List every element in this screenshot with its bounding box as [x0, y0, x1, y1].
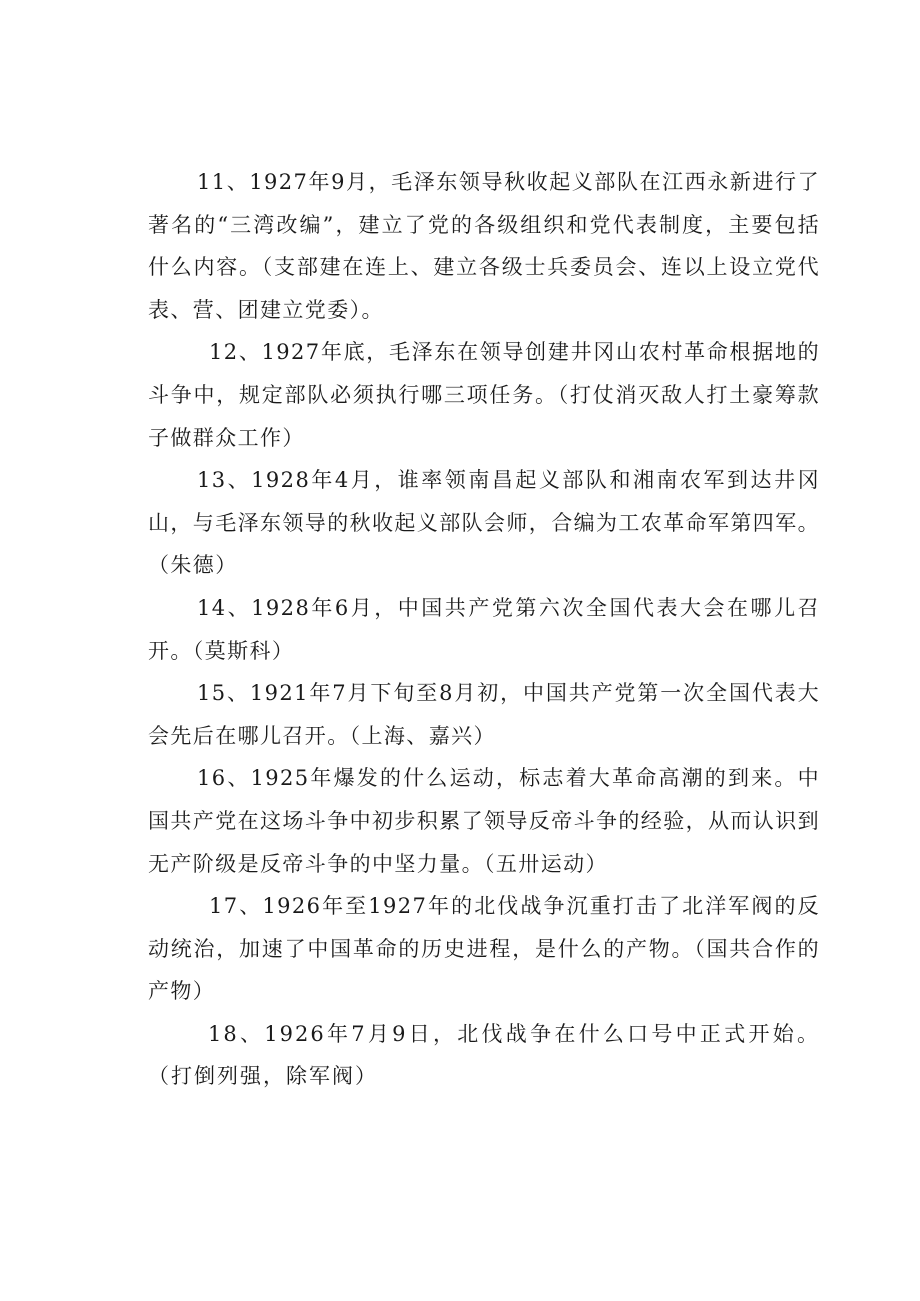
question-16: 16、1925年爆发的什么运动，标志着大革命高潮的到来。中国共产党在这场斗争中初步积累了领导反帝斗争的经验，从而认识到无产阶级是反帝斗争的中坚力量。（五卅运动） [148, 766, 820, 876]
question-14: 14、1928年6月，中国共产党第六次全国代表大会在哪儿召开。（莫斯科） [148, 595, 820, 663]
question-12: 12、1927年底，毛泽东在领导创建井冈山农村革命根据地的斗争中，规定部队必须执行哪三项任务。（打仗消灭敌人打土豪筹款子做群众工作） [148, 340, 820, 450]
question-18: 18、1926年7月9日，北伐战争在什么口号中正式开始。（打倒列强，除军阀） [148, 1021, 820, 1089]
document-body [148, 161, 820, 1098]
question-11: 11、1927年9月，毛泽东领导秋收起义部队在江西永新进行了著名的“三湾改编”，建立了党的各级组织和党代表制度，主要包括什么内容。（支部建在连上、建立各级士兵委员会、连以上设立党代表、营、团建立党委）。 [148, 170, 820, 322]
question-15: 15、1921年7月下旬至8月初，中国共产党第一次全国代表大会先后在哪儿召开。（上海、嘉兴） [148, 681, 820, 748]
question-17: 17、1926年至1927年的北伐战争沉重打击了北洋军阀的反动统治，加速了中国革命的历史进程，是什么的产物。（国共合作的产物） [148, 894, 820, 1004]
question-13: 13、1928年4月，谁率领南昌起义部队和湘南农军到达井冈山，与毛泽东领导的秋收起义部队会师，合编为工农革命军第四军。（朱德） [148, 468, 820, 578]
